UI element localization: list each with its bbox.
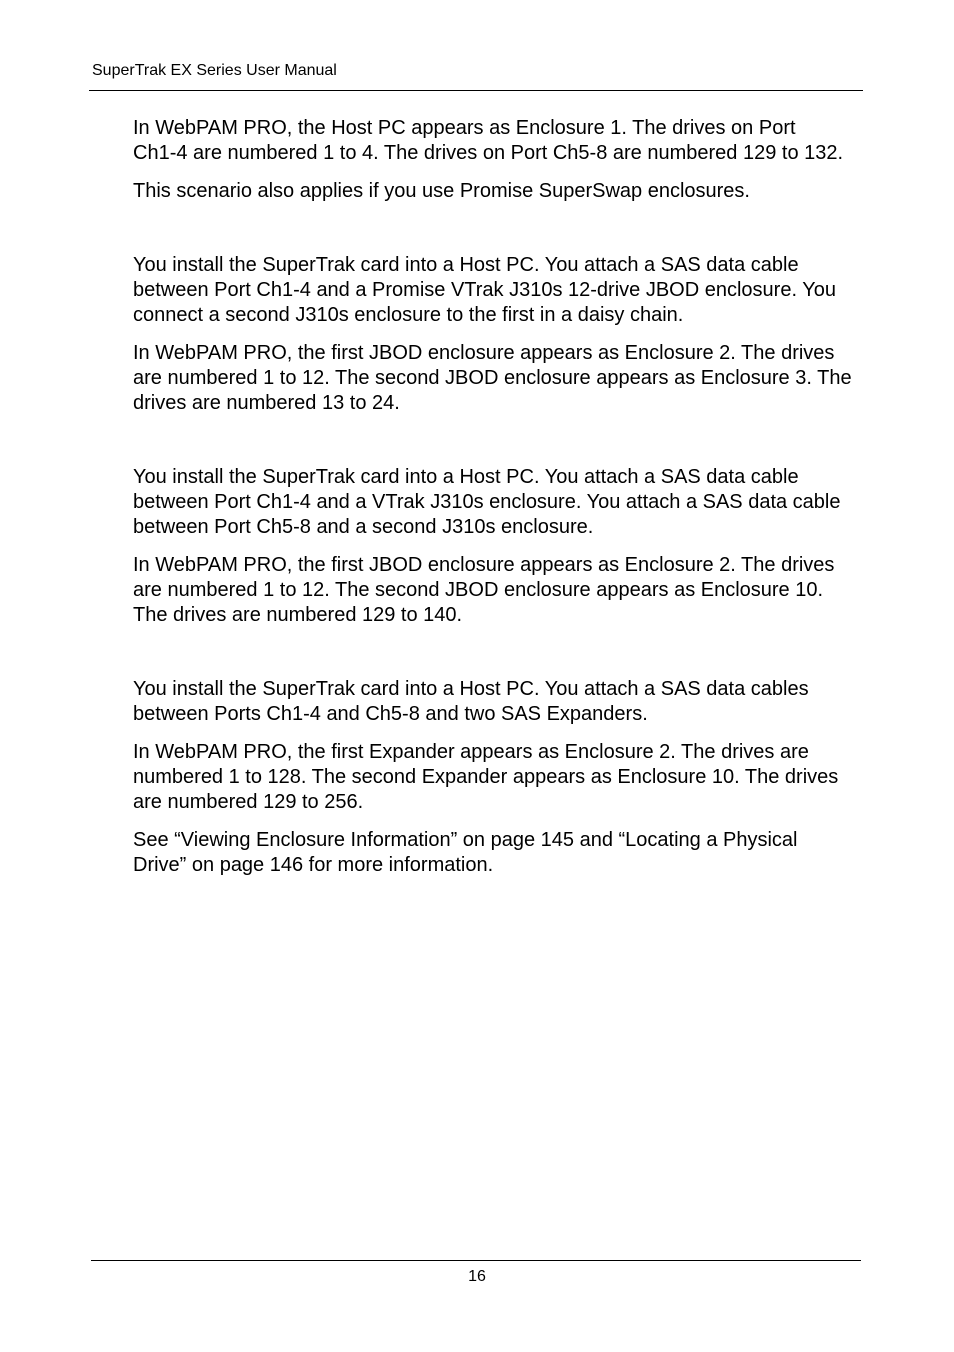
text-line: numbered 1 to 128. The second Expander appears as Enclosure 10. The drives xyxy=(133,766,839,788)
text-line: You install the SuperTrak card into a Host PC. You attach a SAS data cable xyxy=(133,466,799,488)
text-line: You install the SuperTrak card into a Host PC. You attach a SAS data cable xyxy=(133,254,799,276)
text-line: are numbered 1 to 12. The second JBOD enclosure appears as Enclosure 10. xyxy=(133,579,824,601)
paragraph-expander-setup xyxy=(133,677,873,727)
running-header: SuperTrak EX Series User Manual xyxy=(92,62,337,79)
text-line: In WebPAM PRO, the first Expander appears as Enclosure 2. The drives are xyxy=(133,741,809,763)
footer-rule xyxy=(91,1260,861,1261)
paragraph-expander-numbering xyxy=(133,740,873,815)
text-line: See “Viewing Enclosure Information” on page 145 and “Locating a Physical xyxy=(133,829,798,851)
text-line: In WebPAM PRO, the Host PC appears as Enclosure 1. The drives on Port xyxy=(133,117,796,139)
page-content xyxy=(133,116,873,878)
paragraph-daisy-chain-setup xyxy=(133,253,873,328)
text-line: connect a second J310s enclosure to the first in a daisy chain. xyxy=(133,304,684,326)
paragraph-dual-port-setup xyxy=(133,465,873,540)
header-rule xyxy=(89,90,863,91)
paragraph-daisy-chain-numbering xyxy=(133,341,873,416)
text-line: between Port Ch1-4 and a Promise VTrak J310s 12-drive JBOD enclosure. You xyxy=(133,279,836,301)
text-line: Drive” on page 146 for more information. xyxy=(133,854,494,876)
paragraph-dual-port-numbering xyxy=(133,553,873,628)
text-line: In WebPAM PRO, the first JBOD enclosure appears as Enclosure 2. The drives xyxy=(133,342,835,364)
text-line: drives are numbered 13 to 24. xyxy=(133,392,400,414)
text-line: The drives are numbered 129 to 140. xyxy=(133,604,463,626)
text-line: In WebPAM PRO, the first JBOD enclosure appears as Enclosure 2. The drives xyxy=(133,554,835,576)
text-line: between Port Ch5-8 and a second J310s enclosure. xyxy=(133,516,594,538)
paragraph-host-pc-enclosure xyxy=(133,116,873,166)
text-line: between Port Ch1-4 and a VTrak J310s enclosure. You attach a SAS data cable xyxy=(133,491,841,513)
text-line: are numbered 1 to 12. The second JBOD enclosure appears as Enclosure 3. The xyxy=(133,367,852,389)
page-number: 16 xyxy=(468,1268,486,1285)
text-line: This scenario also applies if you use Promise SuperSwap enclosures. xyxy=(133,180,750,202)
paragraph-cross-reference xyxy=(133,828,873,878)
text-line: between Ports Ch1-4 and Ch5-8 and two SAS Expanders. xyxy=(133,703,648,725)
text-line: are numbered 129 to 256. xyxy=(133,791,364,813)
text-line: Ch1-4 are numbered 1 to 4. The drives on Port Ch5-8 are numbered 129 to 132. xyxy=(133,142,844,164)
paragraph-superswap-note xyxy=(133,179,873,204)
text-line: You install the SuperTrak card into a Host PC. You attach a SAS data cables xyxy=(133,678,809,700)
